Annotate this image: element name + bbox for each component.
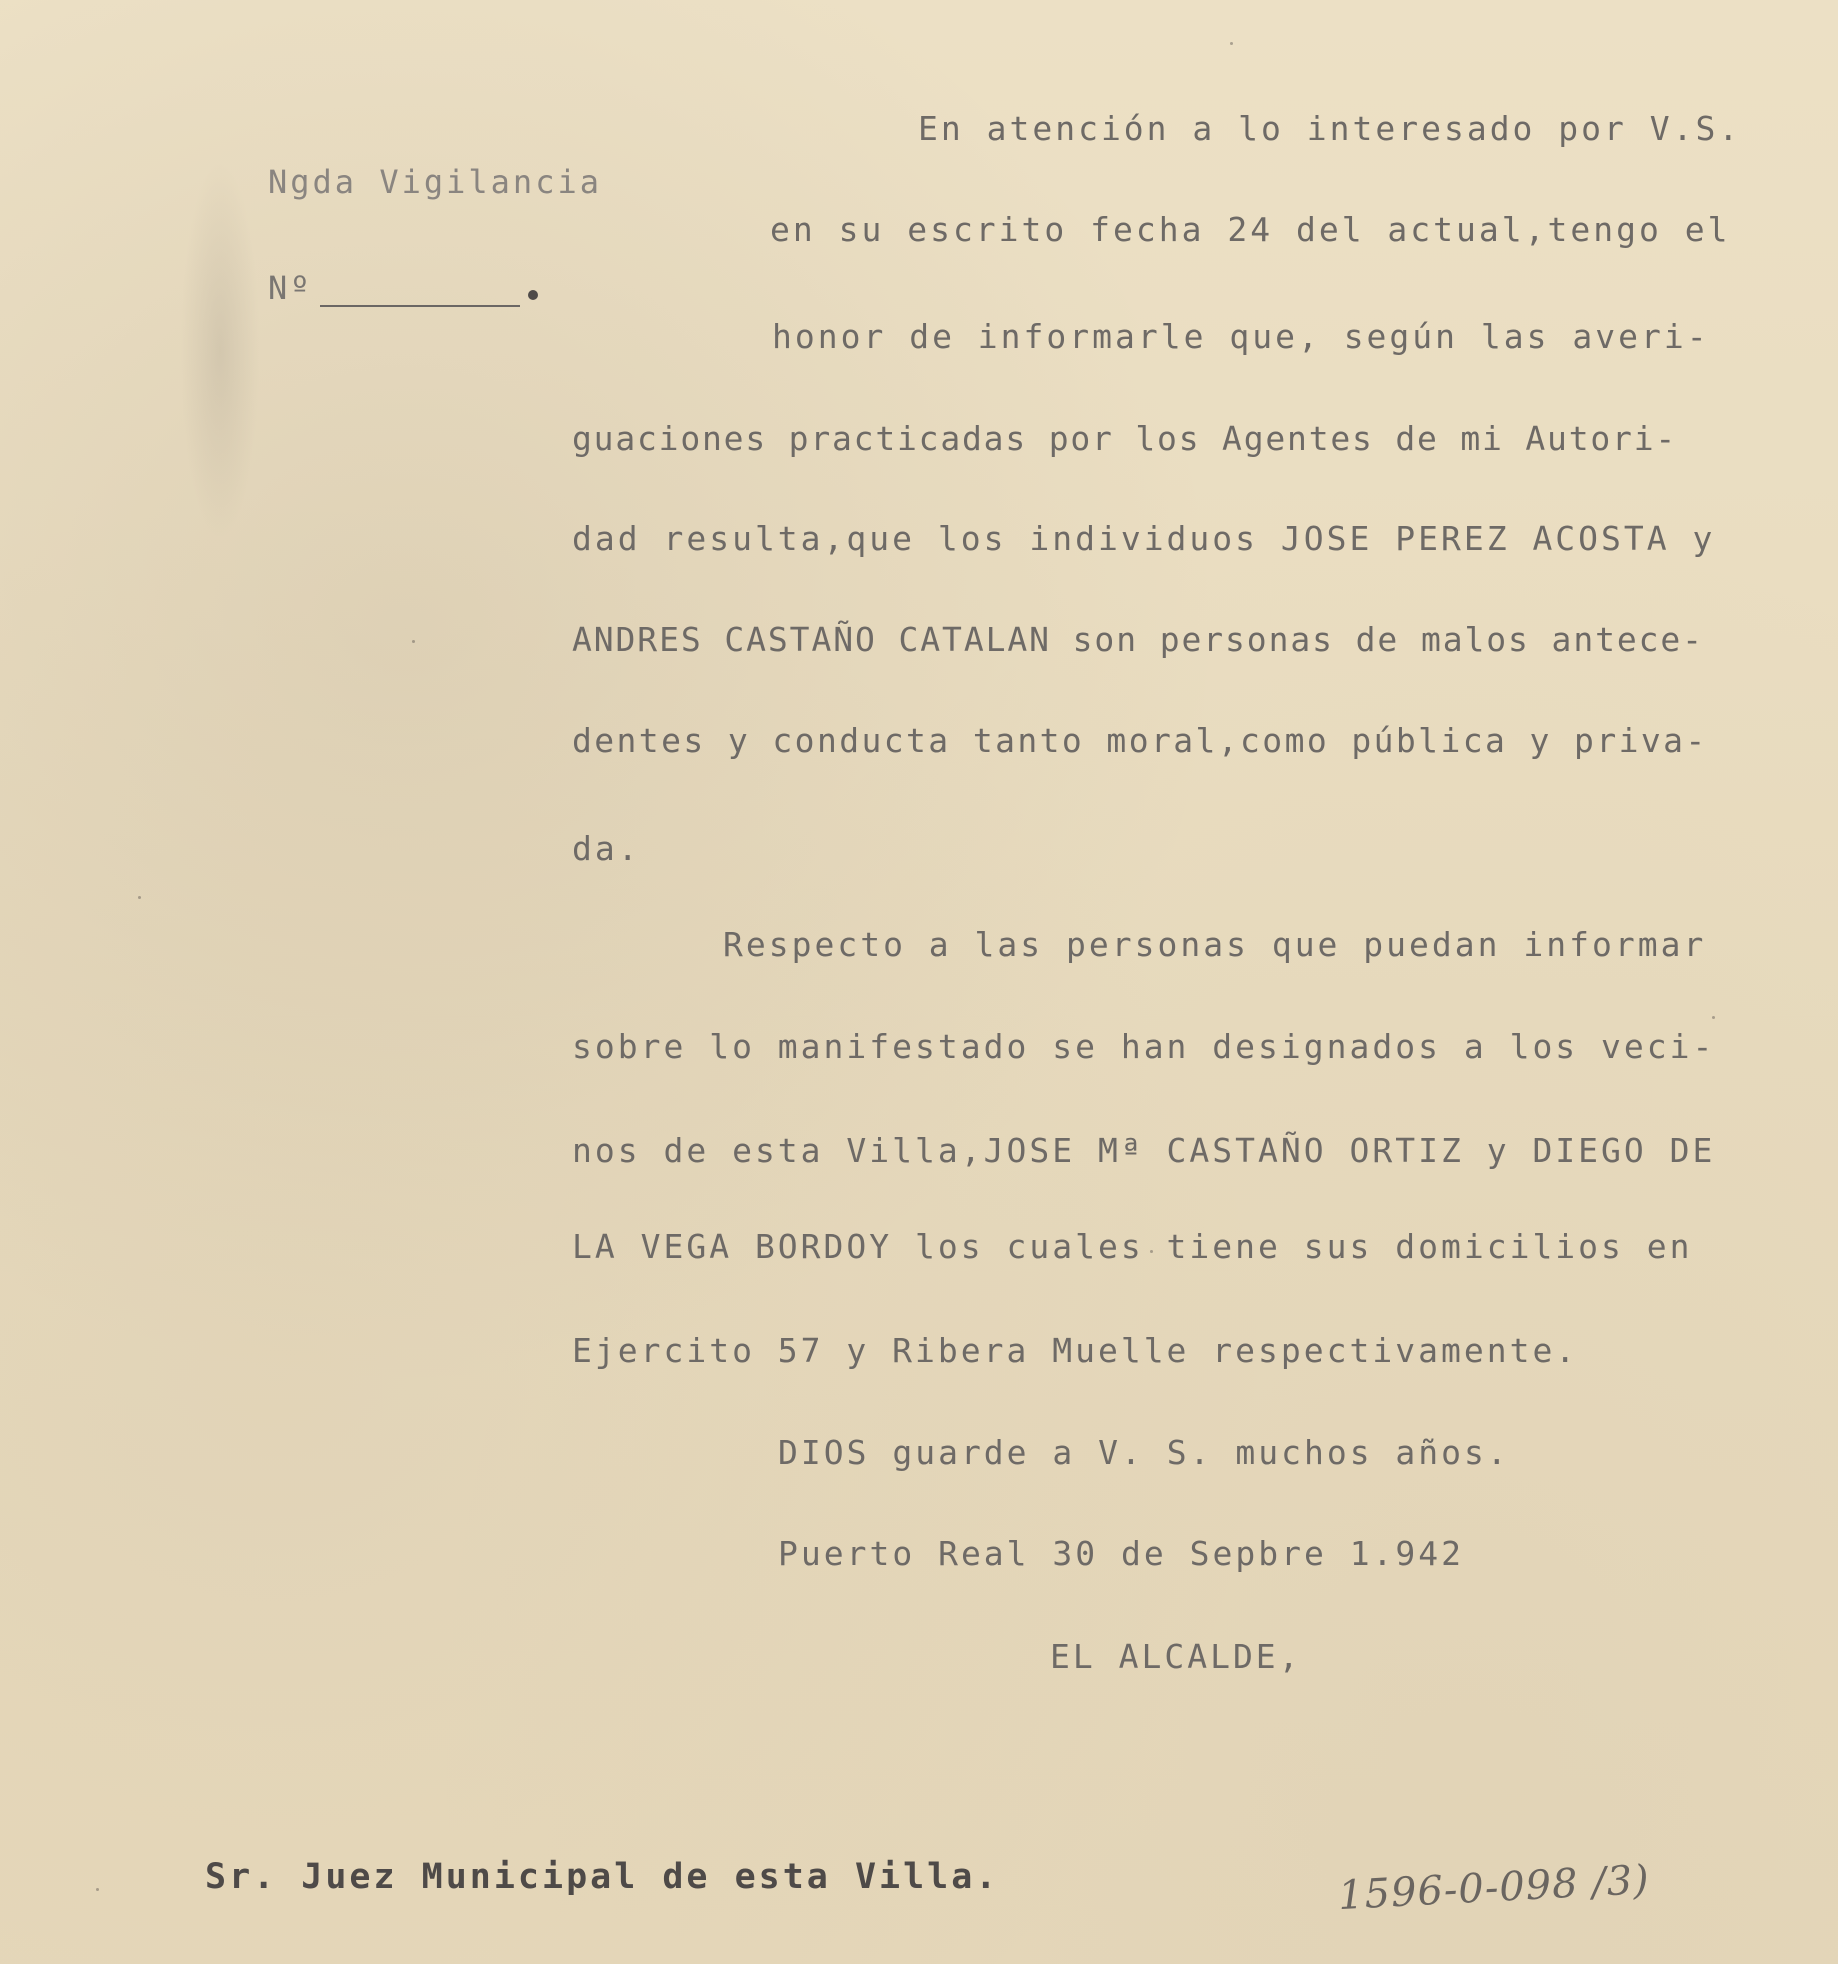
paper-speck [1230, 42, 1233, 45]
body-line-10: sobre lo manifestado se han designados a los veci- [572, 1027, 1716, 1066]
number-label: Nº [268, 269, 313, 307]
body-line-11: nos de esta Villa,JOSE Mª CASTAÑO ORTIZ y DIEGO DE [572, 1131, 1716, 1170]
body-line-7: dentes y conducta tanto moral,como pública y priva- [572, 721, 1708, 760]
body-line-9: Respecto a las personas que puedan informar [723, 925, 1707, 964]
signature-title: EL ALCALDE, [1050, 1637, 1302, 1676]
paper-speck [412, 640, 415, 643]
paper-speck [1150, 1250, 1153, 1253]
body-line-12: LA VEGA BORDOY los cuales tiene sus domicilios en [572, 1227, 1693, 1266]
closing-salutation: DIOS guarde a V. S. muchos años. [778, 1433, 1510, 1472]
paper-speck [1712, 1016, 1715, 1019]
body-line-13: Ejercito 57 y Ribera Muelle respectivamente. [572, 1331, 1579, 1370]
body-line-1: En atención a lo interesado por V.S. [918, 109, 1742, 148]
body-line-5: dad resulta,que los individuos JOSE PEREZ ACOSTA y [572, 519, 1716, 558]
paper-speck [138, 896, 141, 899]
place-and-date: Puerto Real 30 de Sepbre 1.942 [778, 1534, 1465, 1573]
body-line-6: ANDRES CASTAÑO CATALAN son personas de malos antece- [572, 620, 1704, 659]
addressee: Sr. Juez Municipal de esta Villa. [205, 1857, 1000, 1897]
body-line-8: da. [572, 829, 641, 868]
number-dot [528, 290, 538, 300]
paper-speck [96, 1888, 99, 1891]
office-reference: Ngda Vigilancia [268, 163, 602, 201]
body-line-4: guaciones practicadas por los Agentes de mi Autori- [572, 419, 1678, 458]
number-blank-line [320, 305, 520, 307]
archive-reference: 1596-0-098 /3) [1337, 1856, 1651, 1920]
ink-smudge [180, 160, 260, 540]
body-line-2: en su escrito fecha 24 del actual,tengo el [770, 210, 1731, 249]
body-line-3: honor de informarle que, según las averi- [772, 317, 1710, 356]
